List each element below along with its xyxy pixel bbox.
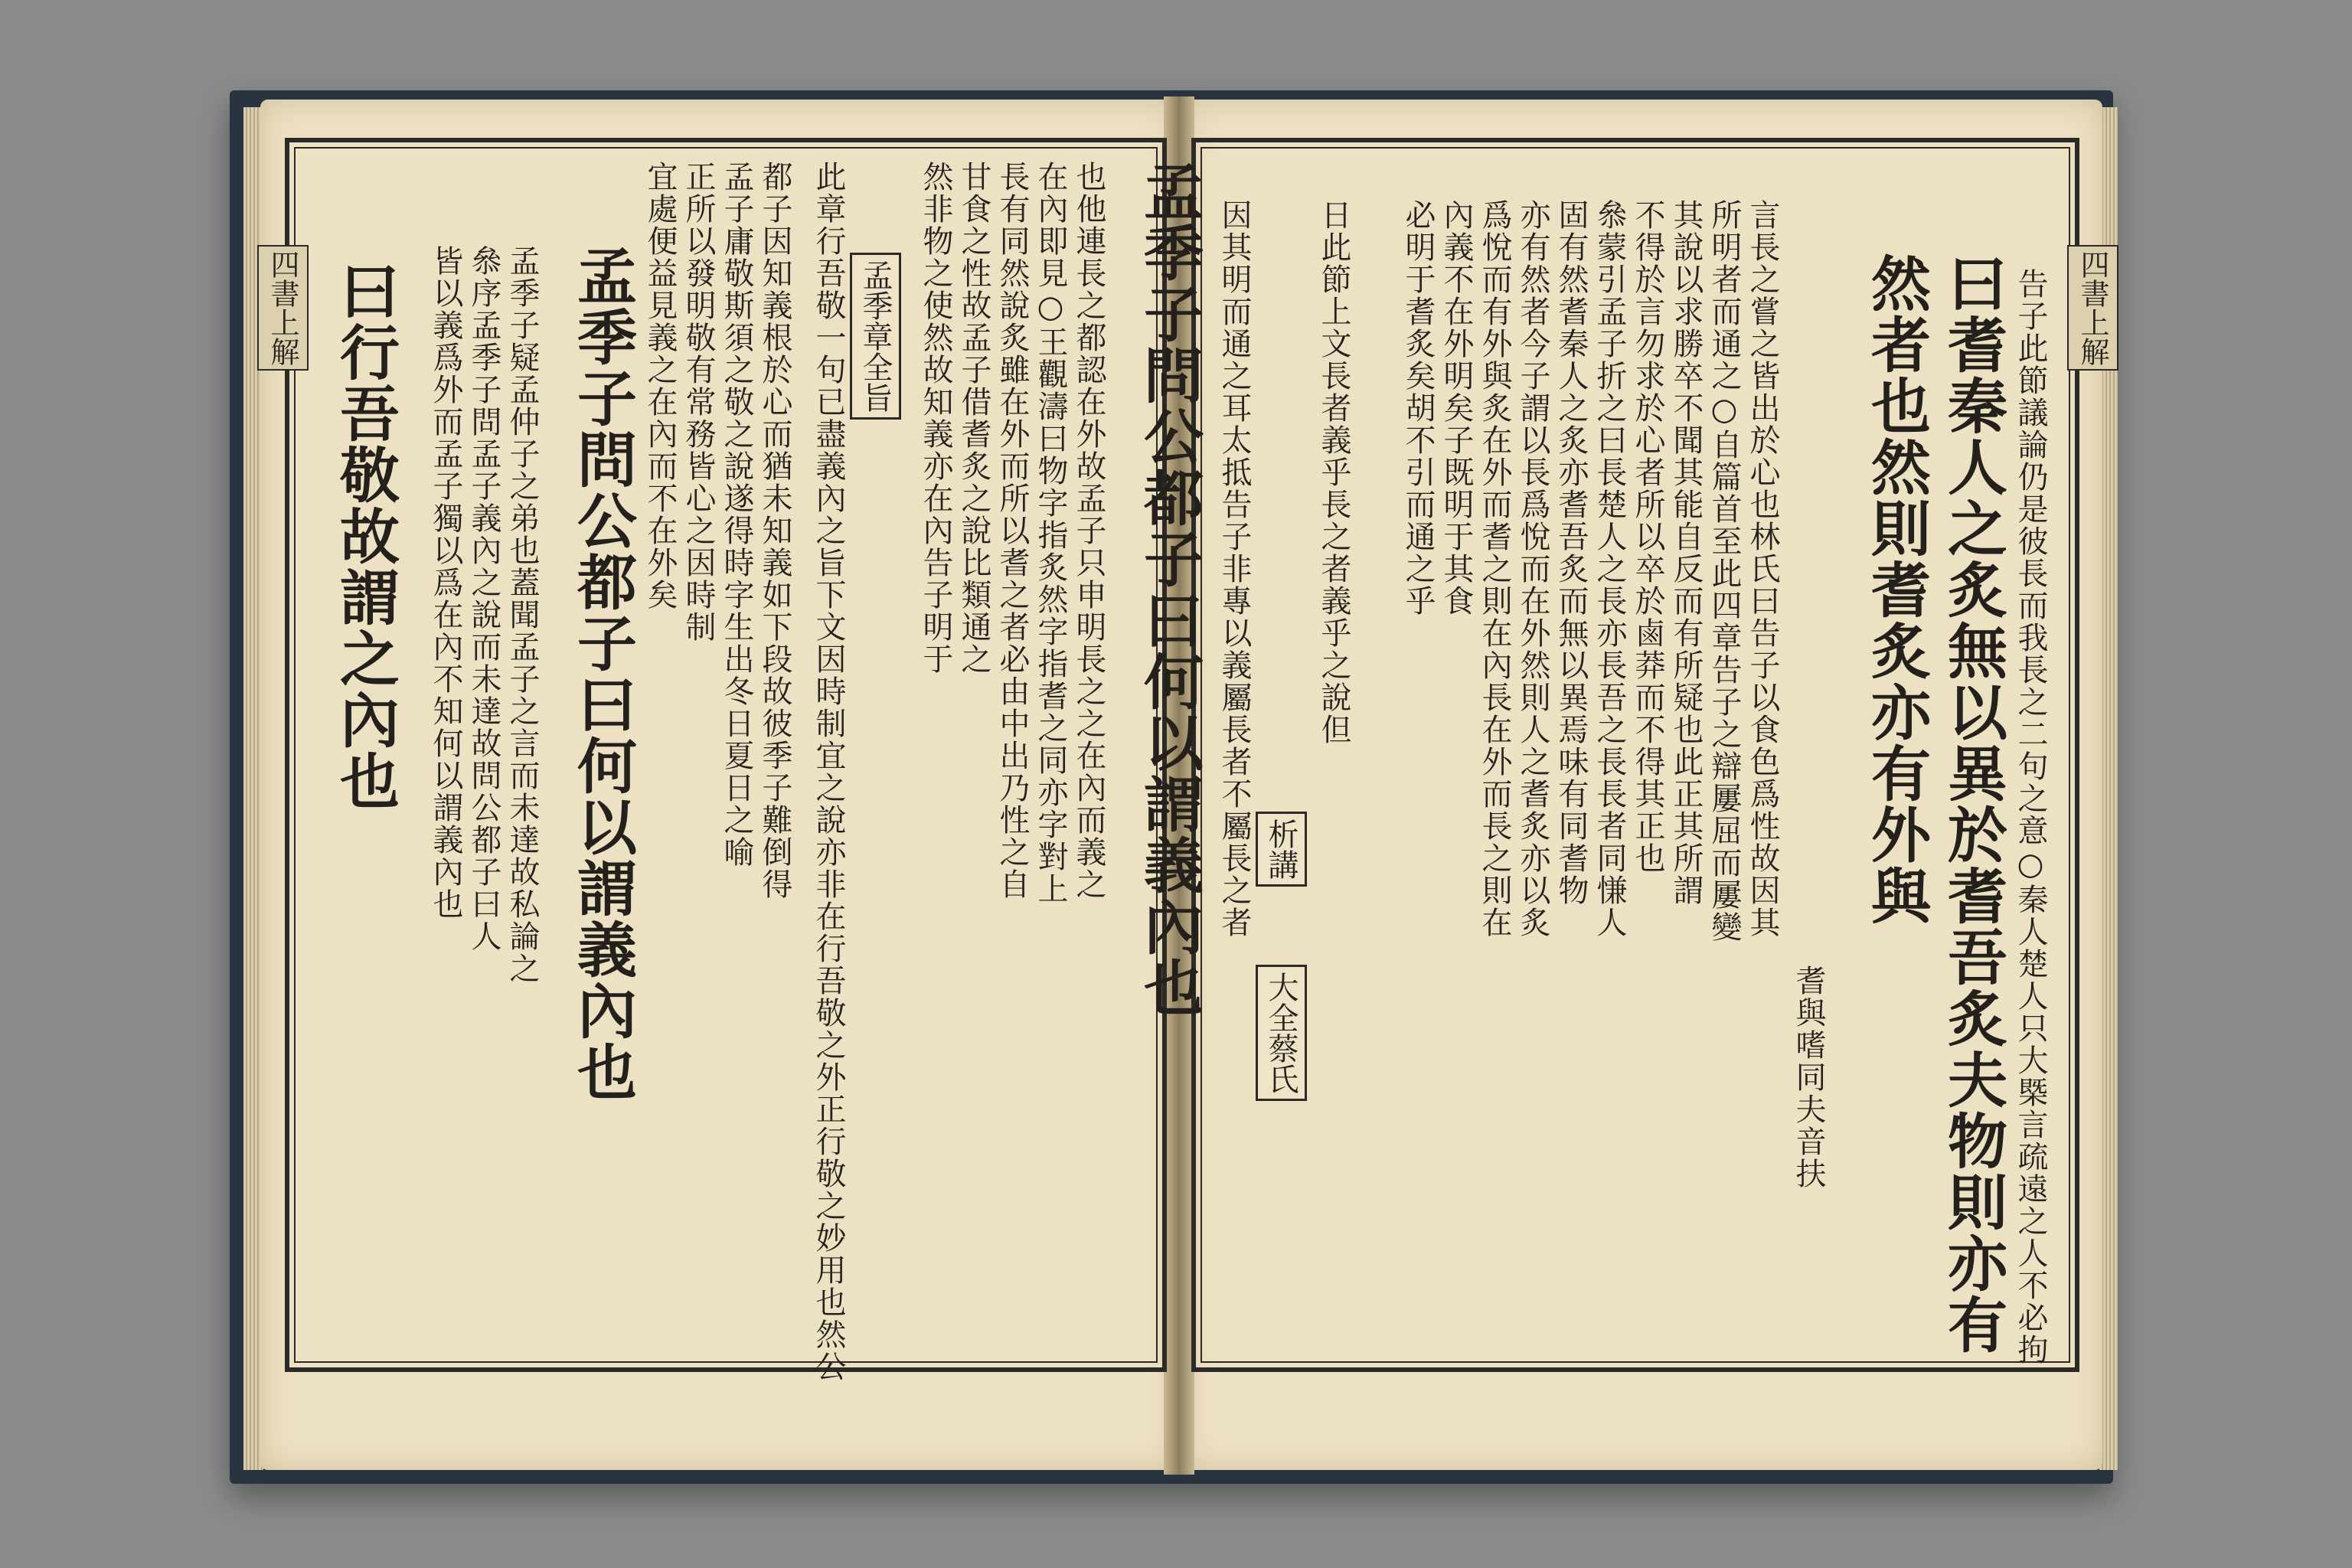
pronunciation-note: 耆與嗜同夫音扶	[1791, 965, 1826, 1190]
right-column: 固有然耆秦人之炙亦耆吾炙而無以異焉味有同耆物	[1553, 199, 1589, 906]
left-column: 都子因知義根於心而猶未知義如下段故彼季子難倒得	[757, 161, 792, 900]
left-column: 宜處便益見義之在內而不在外矣	[642, 161, 678, 611]
right-column: 其說以求勝卒不聞其能自反而有所疑也此正其所謂	[1668, 199, 1704, 906]
source-note: 日此節上文長者義乎長之者義乎之說但	[1316, 199, 1351, 746]
left-column: 叅序孟季子問孟子義內之說而未達故問公都子曰人	[466, 245, 501, 952]
left-column: 然非物之使然故知義亦在內告子明于	[918, 161, 953, 675]
right-column: 所明者而通之○自篇首至此四章告子之辯屢屈而屢變	[1707, 199, 1742, 943]
top-note: 告子此節議論仍是彼長而我長之二句之意○秦人楚人只大槩言疏遠之人不必拘	[2013, 268, 2048, 1366]
right-column: 必明于耆炙矣胡不引而通之乎	[1400, 199, 1436, 617]
left-column: 甘食之性故孟子借耆炙之說比類通之	[956, 161, 991, 675]
left-column: 也他連長之都認在外故孟子只申明長之之在內而義之	[1071, 161, 1106, 900]
left-column: 在內即見○王觀濤曰物字指炙然字指耆之同亦字對上	[1033, 161, 1068, 905]
chapter-tag: 孟季章全旨	[850, 253, 901, 420]
left-column-closing: 曰行吾敬故謂之內也	[330, 260, 400, 812]
left-column-heading: 孟季子問公都子曰何以謂義內也	[1134, 161, 1204, 1018]
right-column: 亦有然者今子謂以長爲悅而在外然則人之耆炙亦以炙	[1515, 199, 1550, 939]
right-column-heading: 然者也然則耆炙亦有外與	[1861, 253, 1931, 926]
analysis-tag: 析講	[1256, 812, 1307, 887]
source-tag: 大全蔡氏	[1256, 965, 1307, 1101]
right-margin-title: 四書上解	[2067, 245, 2118, 371]
right-column: 因其明而通之耳太抵告子非專以義屬長者不屬長之者	[1217, 199, 1252, 939]
left-column: 皆以義爲外而孟子獨以爲在內不知何以謂義內也	[428, 245, 463, 920]
left-column: 正所以發明敬有常務皆心之因時制	[681, 161, 716, 643]
left-column: 孟子庸敬斯須之敬之說遂得時字生出冬日夏日之喻	[719, 161, 754, 868]
right-column: 不得於言勿求於心者所以卒於鹵莽而不得其正也	[1630, 199, 1665, 874]
chapter-note: 此章行吾敬一句已盡義內之旨下文因時制宜之說亦非在行吾敬之外正行敬之妙用也然公	[811, 161, 846, 1383]
right-column: 爲悅而有外與炙在外而耆之則在內長在外而長之則在	[1477, 199, 1512, 939]
left-column-heading-2: 孟季子問公都子曰何以謂義內也	[567, 245, 637, 1102]
right-column: 叅蒙引孟子折之曰長楚人之長亦長吾之長長者同慊人	[1592, 199, 1627, 939]
left-margin-title: 四書上解	[257, 245, 309, 371]
right-column: 言長之嘗之皆出於心也林氏曰告子以食色爲性故因其	[1745, 199, 1780, 939]
left-column: 孟季子疑孟仲子之弟也蓋聞孟子之言而未達故私論之	[505, 245, 540, 985]
right-column: 內義不在外明矣子既明于其食	[1439, 199, 1474, 617]
left-column: 長有同然說炙雖在外而所以耆之者必由中出乃性之自	[995, 161, 1030, 900]
right-column-heading: 曰耆秦人之炙無以異於耆吾炙夫物則亦有	[1938, 253, 2007, 1355]
